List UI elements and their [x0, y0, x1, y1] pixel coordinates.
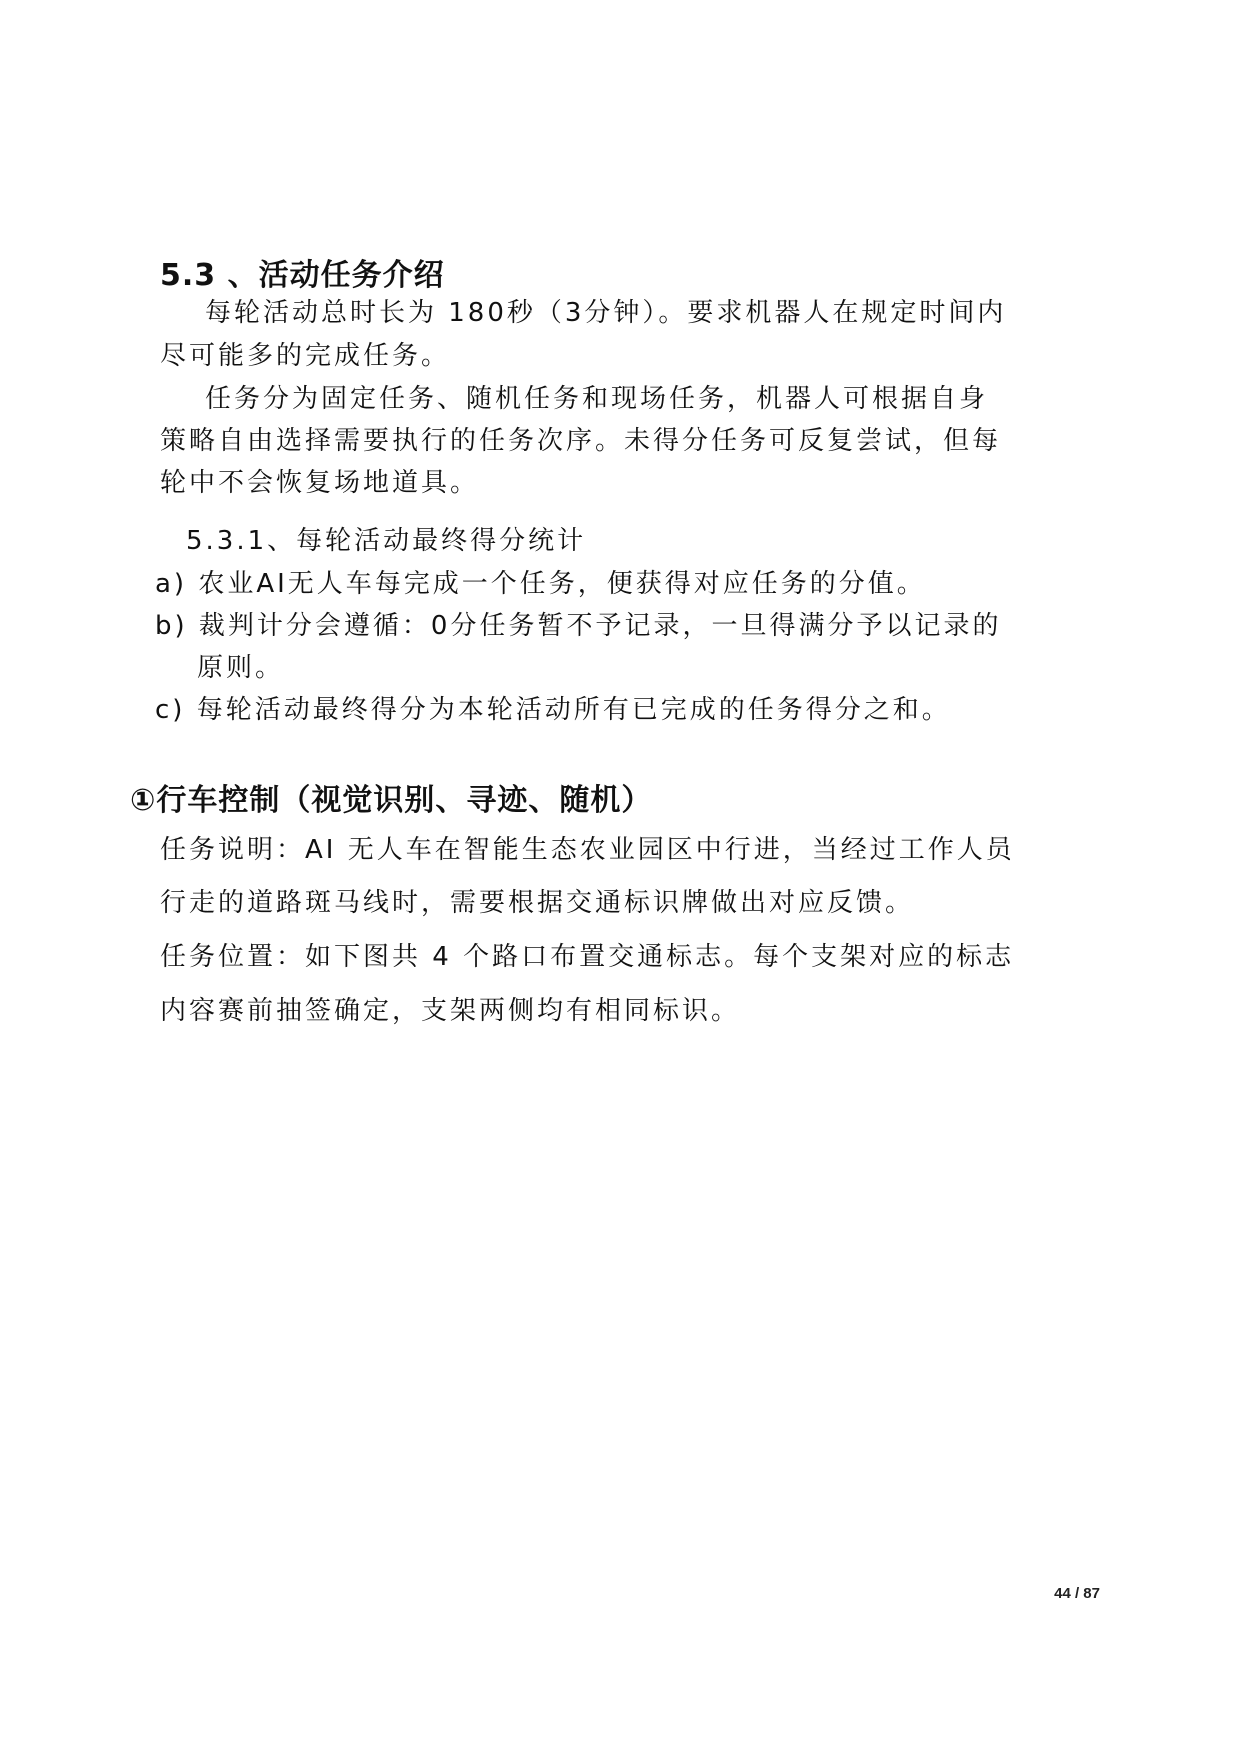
task-title: ①行车控制（视觉识别、寻迹、随机） [130, 783, 653, 818]
paragraph-1-line-2: 尽可能多的完成任务。 [160, 341, 451, 371]
paragraph-2-line-1: 任务分为固定任务、随机任务和现场任务，机器人可根据自身 [205, 384, 989, 414]
list-item-b-line-1: b) 裁判计分会遵循：0分任务暂不予记录，一旦得满分予以记录的 [155, 611, 1002, 641]
list-item-b-line-2: 原则。 [197, 653, 285, 683]
task-position-line-1: 任务位置：如下图共 4 个路口布置交通标志。每个支架对应的标志 [160, 942, 1015, 972]
paragraph-2-line-3: 轮中不会恢复场地道具。 [160, 468, 480, 498]
paragraph-2-line-2: 策略自由选择需要执行的任务次序。未得分任务可反复尝试，但每 [160, 426, 1002, 456]
task-description-line-2: 行走的道路斑马线时，需要根据交通标识牌做出对应反馈。 [160, 888, 915, 918]
subsection-title: 5.3.1、每轮活动最终得分统计 [186, 526, 587, 556]
page-number: 44 / 87 [1054, 1585, 1100, 1602]
task-position-line-2: 内容赛前抽签确定，支架两侧均有相同标识。 [160, 996, 741, 1026]
section-title: 5.3 、活动任务介绍 [160, 258, 445, 293]
paragraph-1-line-1: 每轮活动总时长为 180秒（3分钟）。要求机器人在规定时间内 [205, 298, 1007, 328]
list-item-a: a) 农业AI无人车每完成一个任务，便获得对应任务的分值。 [155, 569, 926, 599]
list-item-c: c) 每轮活动最终得分为本轮活动所有已完成的任务得分之和。 [155, 695, 951, 725]
task-description-line-1: 任务说明：AI 无人车在智能生态农业园区中行进，当经过工作人员 [160, 835, 1015, 865]
